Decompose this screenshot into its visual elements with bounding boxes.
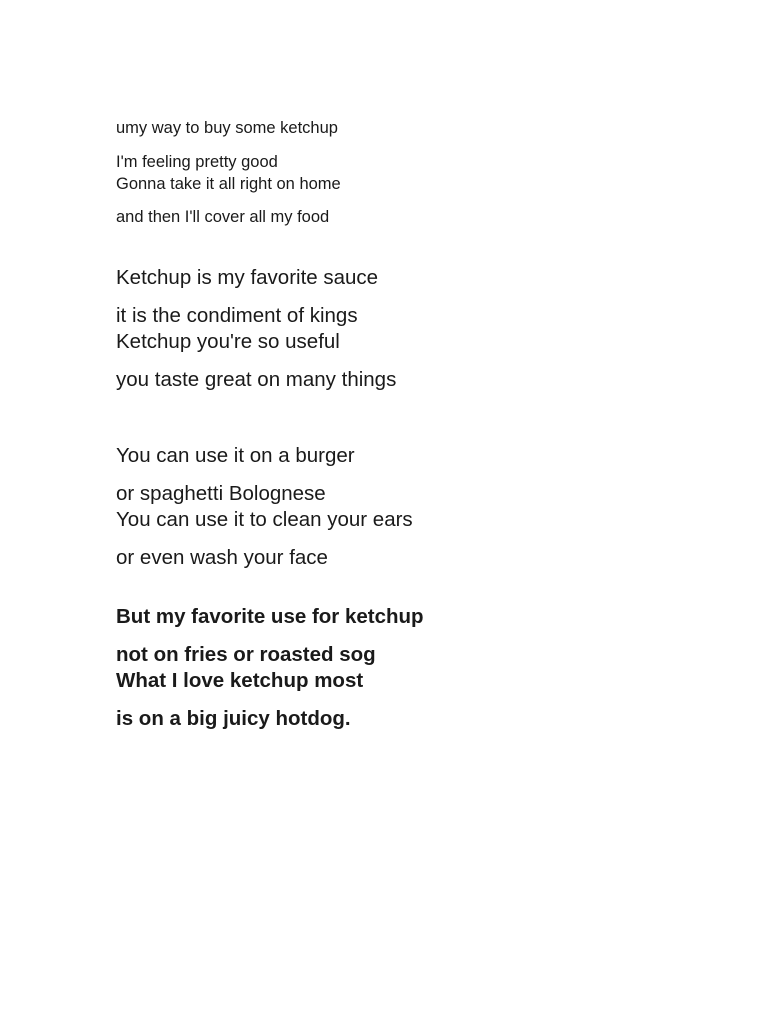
poem-line: is on a big juicy hotdog. [116,707,351,730]
poem-line: Ketchup is my favorite sauce [116,266,379,289]
poem-line: But my favorite use for ketchup [116,605,424,628]
poem-line: Gonna take it all right on home [116,175,341,193]
poem-line: You can use it to clean your ears [116,508,413,531]
poem-line: umy way to buy some ketchup [116,119,338,137]
poem-line: or spaghetti Bolognese [116,482,326,505]
poem-line: You can use it on a burger [116,444,355,467]
poem-line: What I love ketchup most [116,669,364,692]
poem-line: or even wash your face [116,546,328,569]
poem-line: Ketchup you're so useful [116,330,340,353]
poem-line: it is the condiment of kings [116,304,358,327]
poem-line: I'm feeling pretty good [116,153,278,171]
poem-line: you taste great on many things [116,368,397,391]
poem-line: and then I'll cover all my food [116,208,330,226]
poem-line: not on fries or roasted sog [116,643,376,666]
